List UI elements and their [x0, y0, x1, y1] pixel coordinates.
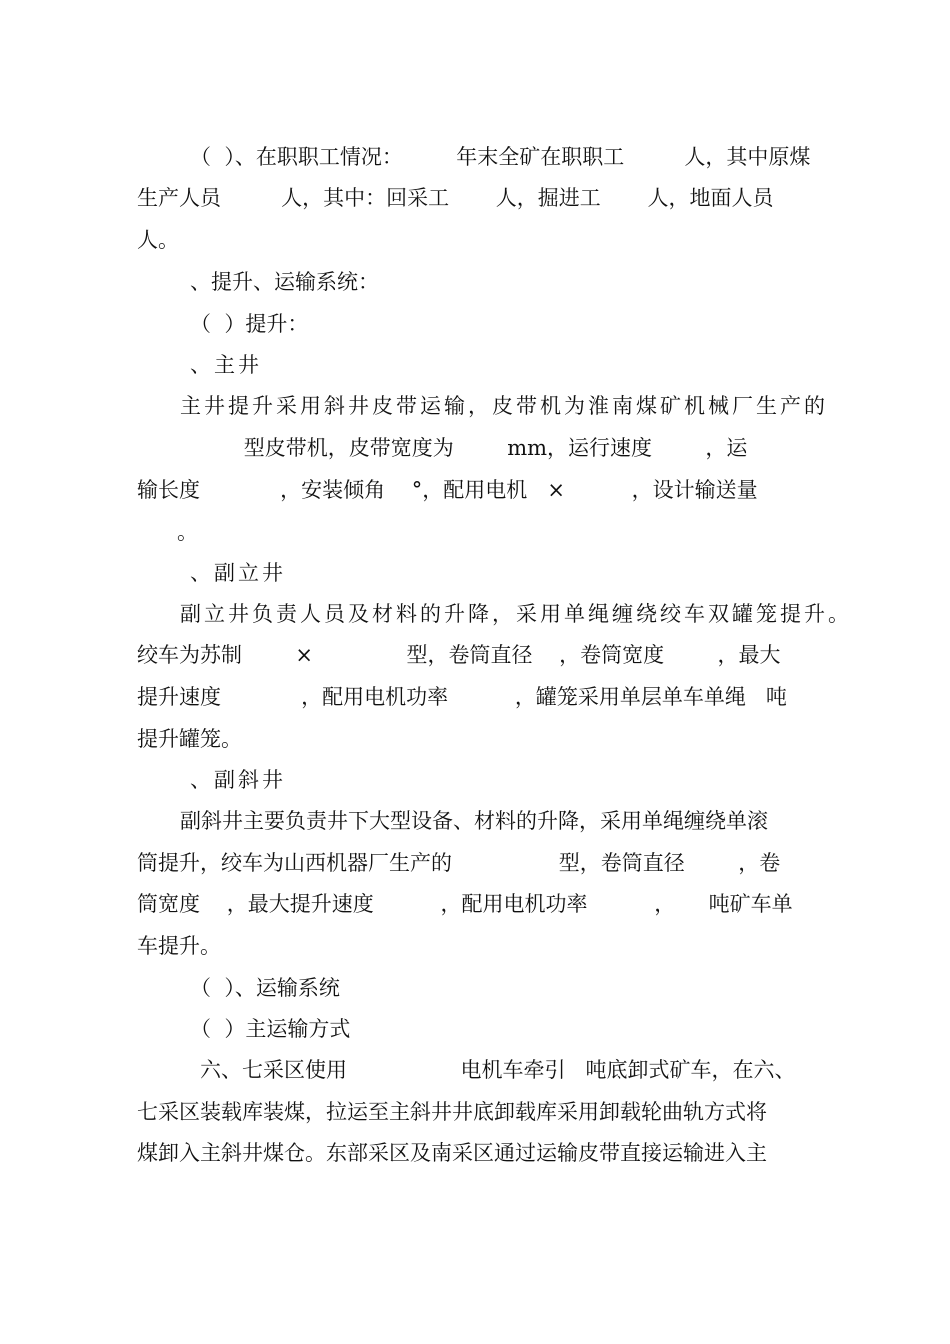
text-line-aux-inclined-4: 车提升。: [137, 934, 221, 958]
section-heading-auxiliary-inclined-shaft: 、副斜井: [190, 768, 286, 792]
text-line-main-shaft-4: 。: [137, 520, 199, 544]
section-heading-hoisting: （ ）提升：: [190, 312, 309, 336]
section-heading-main-shaft: 、主井: [190, 353, 262, 377]
text-line-main-transport-2: 七采区装载库装煤，拉运至主斜井井底卸载库采用卸载轮曲轨方式将: [137, 1100, 767, 1124]
text-line-main-shaft-2: 型皮带机，皮带宽度为 mm，运行速度 ，运: [137, 436, 748, 460]
section-heading-hoisting-transport: 、提升、运输系统：: [190, 270, 379, 294]
text-line-aux-inclined-3: 筒宽度 ，最大提升速度 ，配用电机功率 ， 吨矿车单: [137, 892, 793, 916]
text-line-aux-vertical-4: 提升罐笼。: [137, 727, 242, 751]
text-line-people-end: 人。: [137, 228, 179, 252]
section-heading-transport-system: （ ）、运输系统: [190, 976, 340, 1000]
text-line-aux-vertical-2: 绞车为苏制 × 型，卷筒直径 ，卷筒宽度 ，最大: [137, 643, 781, 667]
section-heading-auxiliary-vertical-shaft: 、副立井: [190, 561, 286, 585]
text-line-main-shaft-1: 主井提升采用斜井皮带运输，皮带机为淮南煤矿机械厂生产的: [180, 394, 828, 418]
text-line-production-staff: 生产人员 人，其中：回采工 人，掘进工 人，地面人员: [137, 186, 774, 210]
text-line-aux-inclined-1: 副斜井主要负责井下大型设备、材料的升降，采用单绳缠绕单滚: [180, 809, 768, 833]
text-line-aux-vertical-3: 提升速度 ，配用电机功率 ，罐笼采用单层单车单绳 吨: [137, 685, 787, 709]
text-line-main-transport-3: 煤卸入主斜井煤仓。东部采区及南采区通过运输皮带直接运输进入主: [137, 1141, 767, 1165]
text-line-aux-inclined-2: 筒提升，绞车为山西机器厂生产的 型，卷筒直径 ，卷: [137, 851, 781, 875]
text-line-main-transport-1: 六、七采区使用 电机车牵引 吨底卸式矿车，在六、: [200, 1058, 796, 1082]
text-line-main-shaft-3: 输长度 ，安装倾角 °，配用电机 × ，设计输送量: [137, 478, 758, 502]
section-heading-main-transport: （ ）主运输方式: [190, 1017, 351, 1041]
text-line-employees: （ ）、在职职工情况： 年末全矿在职职工 人，其中原煤: [190, 145, 811, 169]
text-line-aux-vertical-1: 副立井负责人员及材料的升降，采用单绳缠绕绞车双罐笼提升。: [180, 602, 852, 626]
